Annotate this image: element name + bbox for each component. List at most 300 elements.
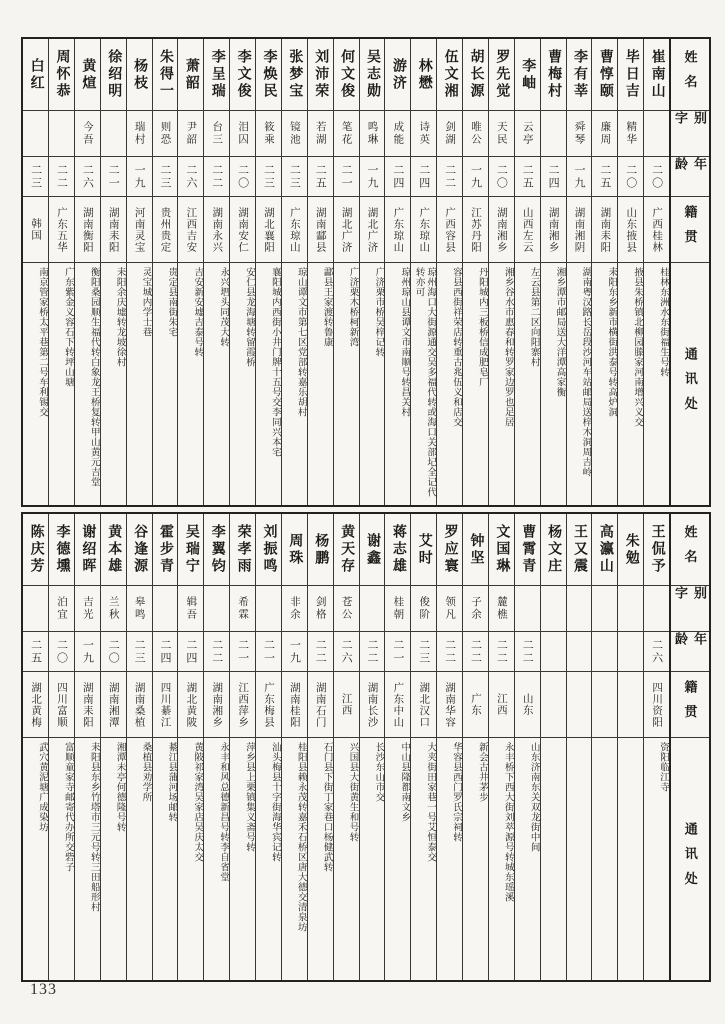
- age-cell: [644, 632, 669, 672]
- person-column: [101, 39, 127, 505]
- name-cell: [256, 514, 281, 586]
- addr-cell-text: 桂林东洲水东街福生号转: [658, 267, 668, 377]
- person-column: [49, 39, 75, 505]
- addr-cell-text: 湘潭未亭何德隆号转: [114, 742, 125, 832]
- addr-cell: [515, 738, 540, 980]
- addr-cell-text: 富顺童家寺邮寄代办所交砦子: [62, 742, 73, 872]
- native-cell: [49, 197, 74, 263]
- native-cell: [75, 672, 100, 738]
- age-cell-text: 二四: [158, 638, 171, 665]
- name-cell: [644, 514, 669, 586]
- age-cell: [592, 632, 617, 672]
- name-cell: [256, 39, 281, 111]
- zi-cell-text: 廉周: [599, 121, 611, 146]
- name-cell: [463, 514, 488, 586]
- native-cell-text: 湖南湘乡: [547, 206, 559, 253]
- addr-cell: [463, 263, 488, 505]
- native-cell-text: 湖南华容: [444, 681, 456, 728]
- name-cell: [644, 39, 669, 111]
- addr-cell-text: 容县西街祥荣店转重古兆伍义和店交: [451, 267, 461, 427]
- native-cell: [567, 672, 592, 738]
- name-cell-text: 杨文庄: [546, 524, 562, 575]
- name-cell-text: 林懋: [416, 57, 432, 92]
- name-cell-text: 崔南山: [649, 49, 665, 100]
- addr-cell: [256, 263, 281, 505]
- name-cell-text: 艾时: [416, 532, 432, 567]
- age-cell: [153, 632, 178, 672]
- native-cell-text: 山东: [521, 693, 533, 716]
- name-cell-text: 蒋志雄: [390, 524, 406, 575]
- age-cell: [592, 157, 617, 197]
- zi-cell: [49, 586, 74, 632]
- name-cell-text: 王侃予: [649, 524, 665, 575]
- name-cell: [515, 514, 540, 586]
- native-cell: [178, 672, 203, 738]
- person-column: [204, 514, 230, 980]
- age-cell: [334, 632, 359, 672]
- native-cell: [360, 672, 385, 738]
- addr-cell: [644, 263, 669, 505]
- age-cell-text: 二〇: [55, 638, 68, 665]
- name-cell: [334, 514, 359, 586]
- age-cell: [411, 632, 436, 672]
- name-cell-text: 朱得一: [157, 49, 173, 100]
- name-cell: [23, 39, 48, 111]
- addr-cell-text: 湖南粤汉路长岳段沙河车站邮局送梓木洞周吉岭: [580, 267, 591, 477]
- age-cell-text: 二三: [133, 638, 146, 665]
- person-column: [360, 39, 386, 505]
- person-column: [411, 39, 437, 505]
- age-cell-text: 二六: [81, 163, 94, 190]
- native-cell: [230, 197, 255, 263]
- age-cell: [49, 632, 74, 672]
- addr-cell: [75, 738, 100, 980]
- addr-cell-text: 广东紫金义容石下转坪山塘: [62, 267, 73, 387]
- native-cell-text: 广东琼山: [392, 206, 404, 253]
- name-cell-text: 李焕民: [261, 49, 277, 100]
- zi-cell: [23, 111, 48, 157]
- addr-cell: [411, 738, 436, 980]
- name-cell: [618, 514, 643, 586]
- zi-cell: [49, 111, 74, 157]
- addr-cell: [360, 263, 385, 505]
- native-cell-text: 广东五华: [55, 206, 67, 253]
- zi-cell-text: 兰秋: [107, 596, 119, 621]
- name-cell-text: 李呈瑞: [209, 49, 225, 100]
- person-column: [385, 39, 411, 505]
- zi-cell-text: 则恐: [159, 121, 171, 146]
- native-cell-text: 贵州贵定: [159, 206, 171, 253]
- name-cell-text: 李有莘: [571, 49, 587, 100]
- zi-cell-text: 麓樵: [495, 596, 507, 621]
- zi-cell-text: 领凡: [444, 596, 456, 621]
- age-cell: [541, 632, 566, 672]
- person-column: [618, 514, 644, 980]
- name-cell-text: 黄天存: [339, 524, 355, 575]
- zi-cell-text: 诗英: [418, 121, 430, 146]
- zi-cell-text: 舜琴: [573, 121, 585, 146]
- header-age: [671, 632, 709, 672]
- header-name: [671, 514, 709, 586]
- addr-cell: [127, 738, 152, 980]
- name-cell: [101, 39, 126, 111]
- name-cell-text: 陈庆芳: [28, 524, 44, 575]
- person-column: [49, 514, 75, 980]
- zi-cell: [334, 586, 359, 632]
- addr-cell: [282, 263, 307, 505]
- native-cell-text: 广东: [469, 693, 481, 716]
- age-cell-text: 一九: [572, 163, 585, 190]
- addr-cell: [618, 263, 643, 505]
- name-cell: [360, 514, 385, 586]
- addr-cell-text: 广济栗市桥吴梓记转: [373, 267, 384, 357]
- zi-cell: [567, 586, 592, 632]
- name-cell-text: 李文俊: [235, 49, 251, 100]
- header-native: [671, 672, 709, 738]
- age-cell-text: 一九: [469, 163, 482, 190]
- name-cell: [541, 514, 566, 586]
- name-cell: [411, 514, 436, 586]
- native-cell: [385, 197, 410, 263]
- name-cell: [23, 514, 48, 586]
- name-cell-text: 荣孝雨: [235, 524, 251, 575]
- addr-cell: [153, 738, 178, 980]
- age-cell: [178, 632, 203, 672]
- age-cell: [75, 157, 100, 197]
- native-cell: [75, 197, 100, 263]
- addr-cell-text: 资阳临江寺: [658, 742, 668, 792]
- person-column: [644, 39, 669, 505]
- zi-cell: [256, 111, 281, 157]
- header-native: [671, 197, 709, 263]
- native-cell-text: 湖南永兴: [211, 206, 223, 253]
- addr-cell: [489, 263, 514, 505]
- age-cell-text: 二三: [158, 163, 171, 190]
- native-cell-text: 湖南耒阳: [599, 206, 611, 253]
- zi-cell: [437, 111, 462, 157]
- zi-cell: [204, 111, 229, 157]
- age-cell-text: 一九: [288, 638, 301, 665]
- zi-cell-text: 希霖: [237, 596, 249, 621]
- person-column: [541, 514, 567, 980]
- name-cell-text: 何文俊: [339, 49, 355, 100]
- age-cell: [282, 632, 307, 672]
- zi-cell-text: 鸣琳: [366, 121, 378, 146]
- addr-cell-text: 吉安新安墟吉泰号转: [192, 267, 203, 357]
- name-cell-text: 伍文湘: [442, 49, 458, 100]
- age-cell-text: 二六: [340, 638, 353, 665]
- header-address: [671, 738, 709, 980]
- native-cell: [592, 672, 617, 738]
- age-cell: [23, 157, 48, 197]
- entries: [23, 39, 669, 505]
- name-cell-text: 曹梅村: [546, 49, 562, 100]
- zi-cell: [592, 111, 617, 157]
- addr-cell: [178, 263, 203, 505]
- age-cell: [515, 157, 540, 197]
- age-cell: [385, 157, 410, 197]
- name-cell: [489, 39, 514, 111]
- age-cell: [127, 632, 152, 672]
- person-column: [127, 514, 153, 980]
- name-cell-text: 白红: [28, 57, 44, 92]
- native-cell-text: 江西: [495, 693, 507, 716]
- native-cell: [592, 197, 617, 263]
- person-column: [282, 514, 308, 980]
- row-header-column: [669, 39, 709, 505]
- native-cell-text: 湖南安仁: [237, 206, 249, 253]
- zi-cell: [515, 586, 540, 632]
- native-cell-text: 江西: [340, 693, 352, 716]
- addr-cell: [437, 263, 462, 505]
- native-cell-text: 湖北汉口: [418, 681, 430, 728]
- native-cell-text: 湖北广济: [340, 206, 352, 253]
- zi-cell: [75, 586, 100, 632]
- name-cell: [101, 514, 126, 586]
- person-column: [75, 514, 101, 980]
- age-cell: [618, 632, 643, 672]
- zi-cell-text: 精华: [625, 121, 637, 146]
- native-cell: [101, 197, 126, 263]
- age-cell-text: 二六: [650, 638, 663, 665]
- name-cell-text: 刘振鸣: [261, 524, 277, 575]
- zi-cell-text: 俊阶: [418, 596, 430, 621]
- addr-cell-text: 山东济南东关双龙街中间: [528, 742, 539, 852]
- addr-cell-text: 武穴黄泥塘广成染坊: [37, 742, 47, 832]
- age-cell-text: 二一: [236, 638, 249, 665]
- addr-cell: [334, 263, 359, 505]
- addr-cell-text: 琼州海口大街源通交吴多福代转或海口关部圮全记代转亦可: [413, 267, 436, 497]
- native-cell: [385, 672, 410, 738]
- native-cell: [153, 672, 178, 738]
- addr-cell: [256, 738, 281, 980]
- name-cell-text: 罗先觉: [494, 49, 510, 100]
- header-address-label: 通讯处: [682, 821, 698, 897]
- age-cell-text: 一九: [81, 638, 94, 665]
- name-cell: [75, 514, 100, 586]
- native-cell: [644, 197, 669, 263]
- native-cell: [334, 197, 359, 263]
- addr-cell: [618, 738, 643, 980]
- person-column: [541, 39, 567, 505]
- age-cell: [256, 632, 281, 672]
- native-cell-text: 广东中山: [392, 681, 404, 728]
- header-zi-label: 别字: [673, 586, 707, 611]
- name-cell: [49, 514, 74, 586]
- name-cell-text: 高瀛山: [597, 524, 613, 575]
- zi-cell: [592, 586, 617, 632]
- age-cell-text: 二五: [598, 163, 611, 190]
- name-cell: [178, 39, 203, 111]
- age-cell-text: 二二: [495, 638, 508, 665]
- addr-cell-text: 大夹街田家巷一号艾恒泰交: [425, 742, 436, 862]
- name-cell: [308, 514, 333, 586]
- name-cell-text: 胡长源: [468, 49, 484, 100]
- header-name-label: 姓名: [682, 524, 698, 575]
- age-cell: [385, 632, 410, 672]
- zi-cell-text: 镜池: [288, 121, 300, 146]
- native-cell: [489, 672, 514, 738]
- addr-cell-text: 琼州琼山县谭文市南顺号转昌关村: [399, 267, 410, 417]
- addr-cell: [463, 738, 488, 980]
- zi-cell-text: 笔花: [340, 121, 352, 146]
- person-column: [489, 514, 515, 980]
- zi-cell: [437, 586, 462, 632]
- zi-cell-text: 辑吾: [185, 596, 197, 621]
- native-cell-text: 广东琼山: [288, 206, 300, 253]
- age-cell-text: 二〇: [624, 163, 637, 190]
- addr-cell-text: 永兴垇头同茂大转: [218, 267, 229, 347]
- person-column: [230, 514, 256, 980]
- header-name: [671, 39, 709, 111]
- name-cell-text: 徐绍明: [106, 49, 122, 100]
- name-cell: [437, 39, 462, 111]
- age-cell: [308, 632, 333, 672]
- addr-cell: [567, 263, 592, 505]
- header-native-label: 籍贯: [682, 204, 698, 255]
- age-cell: [23, 632, 48, 672]
- zi-cell-text: 吉光: [81, 596, 93, 621]
- native-cell-text: 广东琼山: [418, 206, 430, 253]
- native-cell-text: 湖北广济: [366, 206, 378, 253]
- zi-cell: [463, 586, 488, 632]
- native-cell: [308, 197, 333, 263]
- addr-cell-text: 兴国县大街黄生和号转: [347, 742, 358, 842]
- native-cell: [644, 672, 669, 738]
- native-cell-text: 江西萍乡: [237, 681, 249, 728]
- name-cell-text: 王又震: [571, 524, 587, 575]
- name-cell-text: 周珠: [287, 532, 303, 567]
- addr-cell-text: 灵宝城内学士巷: [140, 267, 151, 337]
- zi-cell: [153, 111, 178, 157]
- person-column: [230, 39, 256, 505]
- addr-cell: [592, 263, 617, 505]
- zi-cell: [644, 111, 669, 157]
- zi-cell: [411, 111, 436, 157]
- roster-table-top: [21, 37, 711, 507]
- age-cell-text: 二〇: [650, 163, 663, 190]
- addr-cell: [101, 263, 126, 505]
- addr-cell-text: 永丰和风总德新昌号转李自省堂: [218, 742, 229, 882]
- name-cell-text: 谷逢源: [132, 524, 148, 575]
- native-cell: [127, 672, 152, 738]
- native-cell-text: 湖北襄阳: [262, 206, 274, 253]
- age-cell: [489, 632, 514, 672]
- age-cell: [618, 157, 643, 197]
- name-cell: [489, 514, 514, 586]
- native-cell: [23, 197, 48, 263]
- zi-cell: [101, 586, 126, 632]
- name-cell: [204, 514, 229, 586]
- name-cell-text: 毕日吉: [623, 49, 639, 100]
- zi-cell: [127, 111, 152, 157]
- age-cell: [437, 632, 462, 672]
- person-column: [515, 39, 541, 505]
- native-cell-text: 广西容县: [444, 206, 456, 253]
- header-age: [671, 157, 709, 197]
- person-column: [153, 514, 179, 980]
- person-column: [75, 39, 101, 505]
- age-cell: [282, 157, 307, 197]
- age-cell-text: 二二: [210, 163, 223, 190]
- native-cell-text: 湖北黄梅: [30, 681, 42, 728]
- name-cell: [515, 39, 540, 111]
- age-cell-text: 一九: [133, 163, 146, 190]
- header-address: [671, 263, 709, 505]
- name-cell: [463, 39, 488, 111]
- person-column: [23, 514, 49, 980]
- addr-cell: [23, 263, 48, 505]
- zi-cell: [644, 586, 669, 632]
- addr-cell: [360, 738, 385, 980]
- addr-cell-text: 左云县第二区向阳寨村: [528, 267, 539, 367]
- addr-cell: [308, 738, 333, 980]
- person-column: [334, 39, 360, 505]
- person-column: [308, 39, 334, 505]
- zi-cell: [204, 586, 229, 632]
- native-cell-text: 湖南长沙: [366, 681, 378, 728]
- zi-cell: [282, 586, 307, 632]
- zi-cell: [360, 111, 385, 157]
- zi-cell: [618, 111, 643, 157]
- native-cell-text: 四川富顺: [55, 681, 67, 728]
- zi-cell-text: 皋鸣: [133, 596, 145, 621]
- age-cell-text: 二四: [391, 163, 404, 190]
- name-cell: [592, 39, 617, 111]
- zi-cell: [230, 586, 255, 632]
- zi-cell-text: 若湖: [314, 121, 326, 146]
- zi-cell: [515, 111, 540, 157]
- age-cell: [360, 157, 385, 197]
- zi-cell-text: 剑格: [314, 596, 326, 621]
- addr-cell-text: 广济栗木桥柯新湾: [347, 267, 358, 347]
- native-cell: [230, 672, 255, 738]
- native-cell: [360, 197, 385, 263]
- addr-cell: [437, 738, 462, 980]
- header-native-label: 籍贯: [682, 679, 698, 730]
- person-column: [178, 39, 204, 505]
- addr-cell-text: 长沙东山市交: [373, 742, 384, 802]
- age-cell-text: 一九: [365, 163, 378, 190]
- age-cell-text: 二三: [288, 163, 301, 190]
- addr-cell-text: 綦江县蒲河场邮转: [166, 742, 177, 822]
- native-cell: [178, 197, 203, 263]
- addr-cell: [75, 263, 100, 505]
- zi-cell-text: 唯公: [469, 121, 481, 146]
- native-cell: [23, 672, 48, 738]
- native-cell: [411, 672, 436, 738]
- age-cell-text: 二〇: [107, 638, 120, 665]
- person-column: [567, 39, 593, 505]
- native-cell: [437, 197, 462, 263]
- native-cell-text: 湖南湘乡: [495, 206, 507, 253]
- age-cell-text: 二五: [314, 163, 327, 190]
- person-column: [127, 39, 153, 505]
- name-cell: [308, 39, 333, 111]
- person-column: [360, 514, 386, 980]
- header-address-label: 通讯处: [682, 346, 698, 422]
- addr-cell-text: 南京管家桥太平巷第二号车利锡交: [37, 267, 47, 417]
- zi-cell: [618, 586, 643, 632]
- zi-cell-text: 苍公: [340, 596, 352, 621]
- name-cell: [204, 39, 229, 111]
- native-cell-text: 湖南桂阳: [288, 681, 300, 728]
- age-cell: [101, 632, 126, 672]
- name-cell-text: 李翼钧: [209, 524, 225, 575]
- native-cell-text: 湖南酃县: [314, 206, 326, 253]
- age-cell: [127, 157, 152, 197]
- age-cell: [334, 157, 359, 197]
